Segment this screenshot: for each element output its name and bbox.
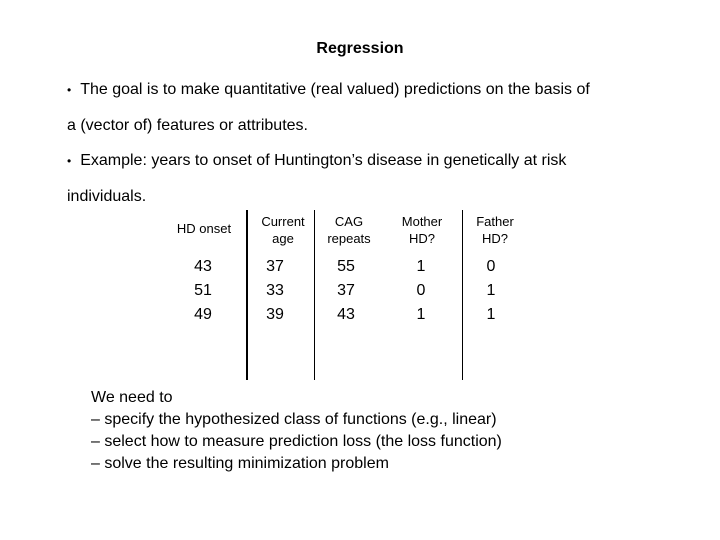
table-cell: 49 [194,306,212,323]
table-cell: 37 [266,258,284,275]
conclusion-step: – solve the resulting minimization problem [91,455,389,472]
conclusion-block [91,387,691,475]
table-cell: 55 [337,258,355,275]
table-cell: 51 [194,282,212,299]
bullet-goal [67,72,667,144]
conclusion-intro: We need to [91,389,173,406]
bullet-text-line2: a (vector of) features or attributes. [67,117,308,134]
table-cell: 0 [416,282,426,299]
bullet-example [67,143,667,215]
table-cell: 37 [337,282,355,299]
header-mother-hd: Mother HD? [401,214,443,246]
table-cell: 39 [266,306,284,323]
table-cell: 1 [416,306,426,323]
header-cag-repeats: CAG repeats [327,214,371,246]
conclusion-step: – select how to measure prediction loss (the loss function) [91,433,502,450]
header-father-hd: Father HD? [476,214,514,246]
table-cell: 1 [416,258,426,275]
table-cell: 43 [194,258,212,275]
table-cell: 33 [266,282,284,299]
conclusion-step: – specify the hypothesized class of functions (e.g., linear) [91,411,497,428]
header-current-age: Current age [261,214,305,246]
table-cell: 43 [337,306,355,323]
table-cell: 1 [486,306,496,323]
table-cell: 1 [486,282,496,299]
bullet-text-line1: The goal is to make quantitative (real valued) predictions on the basis of [80,81,590,98]
table-cell: 0 [486,258,496,275]
bullet-text-line1: Example: years to onset of Huntington’s disease in genetically at risk [80,152,567,169]
bullet-dot: • [67,83,72,97]
bullet-text-line2: individuals. [67,188,147,205]
bullet-dot: • [67,154,72,168]
header-hd-onset: HD onset [176,221,232,236]
slide-title: Regression [316,40,404,57]
